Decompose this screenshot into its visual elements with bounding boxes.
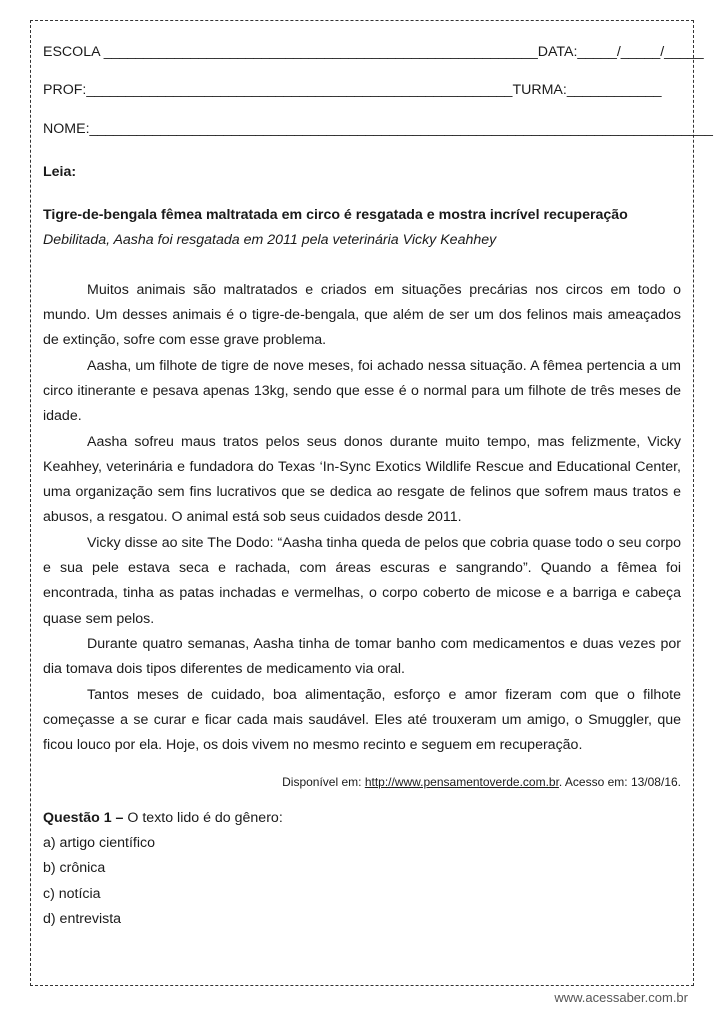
option-c[interactable]: c) notícia — [43, 885, 101, 902]
paragraph: Tantos meses de cuidado, boa alimentação, esforço e amor fizeram com que o filhote começasse a se curar e ficar cada mais saudável. Eles até trouxeram um amigo, o Smuggler, que ficou louco por ela. Hoje, os dois vivem no mesmo recinto e seguem em recuperação. — [43, 686, 681, 754]
school-label: ESCOLA — [43, 44, 100, 60]
teacher-row — [43, 78, 681, 103]
paragraph: Vicky disse ao site The Dodo: “Aasha tinha queda de pelos que cobria quase todo o seu corpo e sua pele estava seca e rachada, com áreas escuras e sangrando”. Quando a fêmea foi encontrada, tinha as patas inchadas e vermelhas, o corpo coberto de micose e a barriga e cabeça quase sem pelos. — [43, 534, 681, 627]
paragraph: Durante quatro semanas, Aasha tinha de tomar banho com medicamentos e duas vezes por dia tomava dois tipos diferentes de medicamento via oral. — [43, 635, 681, 678]
school-field[interactable]: _______________________________________________________ — [103, 44, 538, 60]
option-b[interactable]: b) crônica — [43, 860, 106, 877]
teacher-label: PROF: — [43, 82, 87, 99]
source-suffix: . Acesso em: 13/08/16. — [558, 775, 681, 790]
source-link[interactable]: http://www.pensamentoverde.com.br — [364, 775, 559, 790]
article-subtitle: Debilitada, Aasha foi resgatada em 2011 pela veterinária Vicky Keahhey — [43, 232, 497, 249]
answer-options — [43, 831, 681, 932]
school-row — [43, 40, 704, 65]
paragraph: Aasha, um filhote de tigre de nove meses, foi achado nessa situação. A fêmea pertencia a um circo itinerante e pesava apenas 13kg, sendo que esse é o normal para um filhote de três meses de idade. — [43, 357, 681, 425]
name-field[interactable]: _______________________________________________________________________________ — [89, 120, 713, 137]
name-label: NOME: — [43, 120, 90, 137]
teacher-field[interactable]: ______________________________________________________ — [86, 82, 513, 99]
question-1 — [43, 806, 681, 831]
paragraph: Aasha sofreu maus tratos pelos seus donos durante muito tempo, mas felizmente, Vicky Keahhey, veterinária e fundadora do Texas ‘In-Sync Exotics Wildlife Rescue and Educational Center, uma organização sem fins lucrativos que se dedica ao resgate de felinos que sofrem maus tratos e abusos, a resgatou. O animal está sob seus cuidados desde 2011. — [43, 433, 681, 526]
question-label: Questão 1 – — [43, 809, 124, 826]
name-row — [43, 117, 713, 142]
class-label: TURMA: — [512, 82, 567, 99]
source-prefix: Disponível em: — [282, 775, 365, 790]
date-field[interactable]: _____/_____/_____ — [577, 44, 704, 60]
date-label: DATA: — [537, 44, 578, 60]
site-footer: www.acessaber.com.br — [554, 990, 688, 1005]
class-field[interactable]: ____________ — [566, 82, 662, 99]
question-text: O texto lido é do gênero: — [123, 809, 283, 826]
worksheet — [43, 40, 713, 932]
article-title: Tigre-de-bengala fêmea maltratada em circo é resgatada e mostra incrível recuperação — [43, 207, 628, 224]
instruction: Leia: — [43, 163, 77, 180]
option-a[interactable]: a) artigo científico — [43, 835, 155, 852]
option-d[interactable]: d) entrevista — [43, 910, 122, 927]
paragraph: Muitos animais são maltratados e criados em situações precárias nos circos em todo o mundo. Um desses animais é o tigre-de-bengala, que além de ser um dos felinos mais ameaçados de extinção, sofre com esse grave problema. — [43, 281, 681, 349]
source-citation — [43, 770, 681, 795]
